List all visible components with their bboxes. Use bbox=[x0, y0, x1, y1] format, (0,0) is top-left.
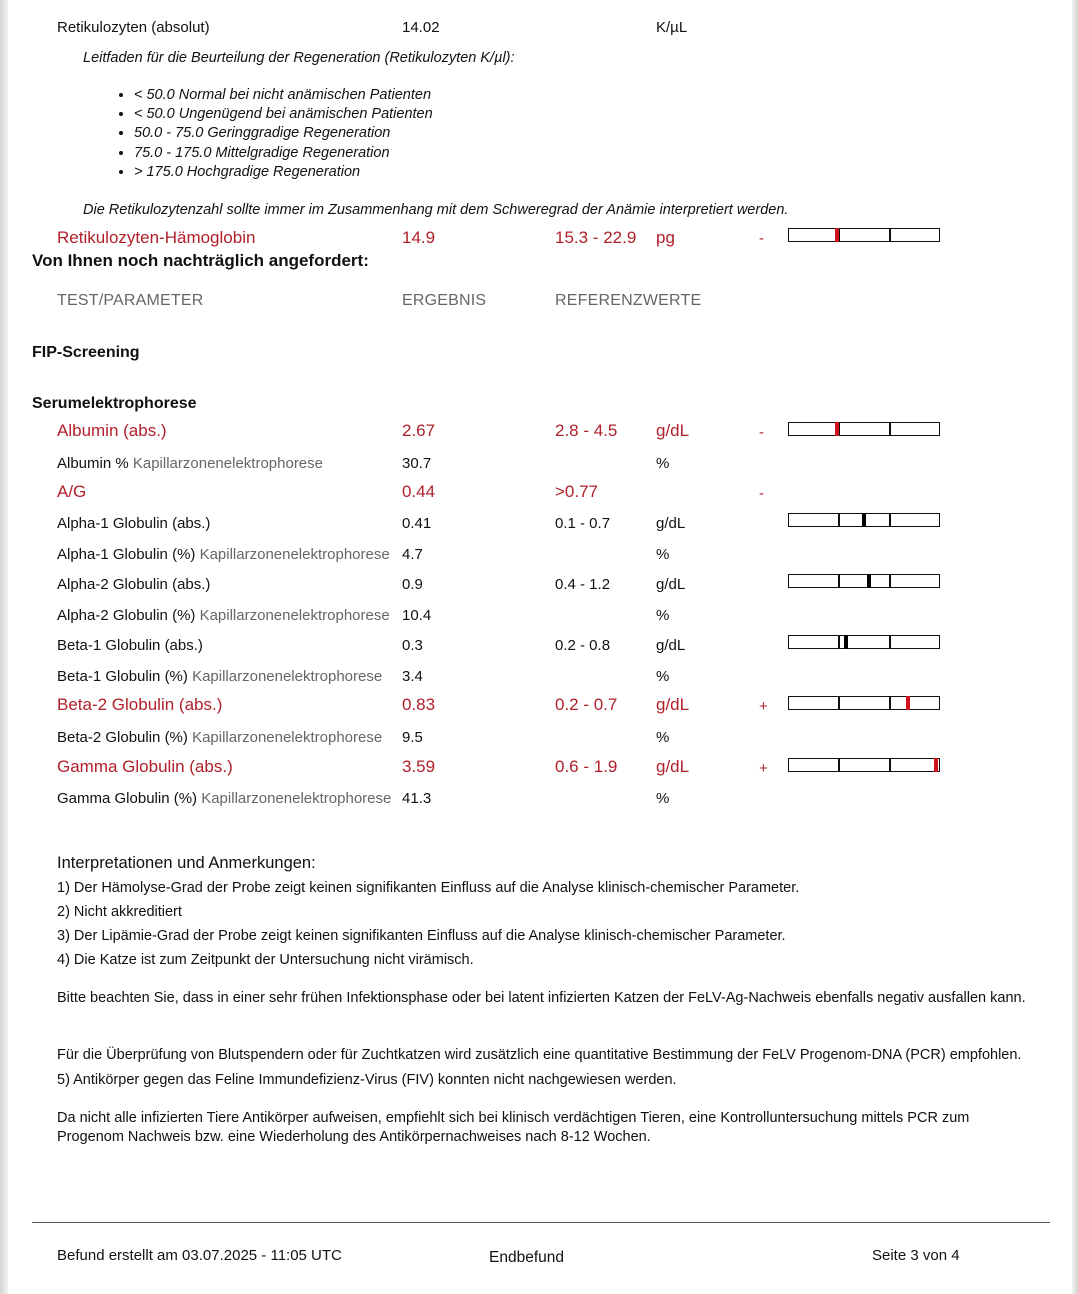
note-1: 1) Der Hämolyse-Grad der Probe zeigt keinen signifikanten Einfluss auf die Analyse klinisch-chemischer Parameter. bbox=[57, 880, 800, 896]
footer-status: Endbefund bbox=[489, 1249, 564, 1266]
row-unit: g/dL bbox=[656, 576, 686, 593]
row-label bbox=[57, 729, 382, 747]
row-unit: g/dL bbox=[656, 757, 690, 776]
guide-item: • < 50.0 Normal bei nicht anämischen Patienten bbox=[134, 86, 433, 105]
guide-item: • 75.0 - 175.0 Mittelgradige Regeneration bbox=[134, 144, 433, 163]
range-marker bbox=[934, 758, 938, 772]
row-flag: - bbox=[759, 424, 764, 441]
row-value: 41.3 bbox=[402, 790, 432, 807]
row-unit: % bbox=[656, 668, 670, 685]
range-divider bbox=[838, 514, 840, 526]
range-marker bbox=[835, 422, 839, 436]
footer-created: Befund erstellt am 03.07.2025 - 11:05 UTC bbox=[57, 1247, 342, 1264]
range-marker bbox=[906, 696, 910, 710]
requested-heading: Von Ihnen noch nachträglich angefordert: bbox=[32, 251, 369, 270]
row-label bbox=[57, 757, 233, 777]
retic-hgb-unit: pg bbox=[656, 228, 675, 247]
note-4: 4) Die Katze ist zum Zeitpunkt der Untersuchung nicht virämisch. bbox=[57, 952, 474, 968]
footer-divider bbox=[32, 1222, 1050, 1223]
row-label-method: Kapillarzonenelektrophorese bbox=[187, 729, 383, 746]
row-label bbox=[57, 576, 210, 594]
row-unit: % bbox=[656, 455, 670, 472]
row-label bbox=[57, 455, 323, 473]
row-label-main: Albumin (abs.) bbox=[57, 421, 167, 440]
row-value: 4.7 bbox=[402, 546, 423, 563]
row-label bbox=[57, 515, 210, 533]
row-unit: g/dL bbox=[656, 637, 686, 654]
guide-list bbox=[112, 86, 433, 182]
row-label-method: Kapillarzonenelektrophorese bbox=[195, 546, 390, 563]
retic-hgb-flag: - bbox=[759, 230, 764, 247]
row-label-main: Alpha-2 Globulin (abs.) bbox=[57, 576, 211, 593]
row-label bbox=[57, 482, 86, 502]
row-label-main: Alpha-1 Globulin (%) bbox=[57, 546, 196, 563]
row-label-main: Gamma Globulin (abs.) bbox=[57, 757, 233, 776]
notes-title: Interpretationen und Anmerkungen: bbox=[57, 854, 316, 872]
range-divider bbox=[889, 229, 891, 241]
row-ref: 0.4 - 1.2 bbox=[555, 576, 611, 593]
range-bar bbox=[788, 758, 940, 772]
row-flag: + bbox=[759, 698, 768, 715]
row-flag: - bbox=[759, 485, 764, 502]
row-label bbox=[57, 546, 390, 564]
row-label-main: Albumin % bbox=[57, 455, 129, 472]
row-unit: % bbox=[656, 546, 670, 563]
row-value: 0.3 bbox=[402, 637, 423, 654]
row-unit: g/dL bbox=[656, 695, 690, 714]
range-bar bbox=[788, 422, 940, 436]
row-ref: 0.2 - 0.7 bbox=[555, 695, 618, 714]
range-marker bbox=[835, 228, 839, 242]
range-divider bbox=[838, 575, 840, 587]
row-label-method: Kapillarzonenelektrophorese bbox=[128, 455, 323, 472]
guide-item: • 50.0 - 75.0 Geringgradige Regeneration bbox=[134, 124, 433, 143]
retic-hgb-range-bar bbox=[788, 228, 940, 242]
row-flag: + bbox=[759, 760, 768, 777]
range-marker bbox=[867, 574, 871, 588]
page-edge-right bbox=[1072, 0, 1078, 1294]
col-header-ref: REFERENZWERTE bbox=[555, 292, 702, 309]
retic-hgb-ref: 15.3 - 22.9 bbox=[555, 228, 637, 247]
row-unit: g/dL bbox=[656, 421, 690, 440]
range-divider bbox=[889, 759, 891, 771]
row-label-main: Beta-2 Globulin (abs.) bbox=[57, 695, 223, 714]
row-ref: 2.8 - 4.5 bbox=[555, 421, 618, 440]
range-bar bbox=[788, 635, 940, 649]
row-label-main: Alpha-1 Globulin (abs.) bbox=[57, 515, 211, 532]
range-bar bbox=[788, 696, 940, 710]
row-ref: 0.6 - 1.9 bbox=[555, 757, 618, 776]
row-value: 9.5 bbox=[402, 729, 423, 746]
sep-heading: Serumelektrophorese bbox=[32, 395, 197, 412]
row-value: 0.41 bbox=[402, 515, 432, 532]
row-value: 10.4 bbox=[402, 607, 432, 624]
row-ref: >0.77 bbox=[555, 482, 599, 501]
range-marker bbox=[844, 635, 848, 649]
range-divider bbox=[838, 697, 840, 709]
row-label-method: Kapillarzonenelektrophorese bbox=[187, 668, 383, 685]
row-label-method: Kapillarzonenelektrophorese bbox=[195, 607, 390, 624]
range-divider bbox=[889, 636, 891, 648]
row-value: 30.7 bbox=[402, 455, 432, 472]
row-label bbox=[57, 695, 222, 715]
guide-item: • < 50.0 Ungenügend bei anämischen Patienten bbox=[134, 105, 433, 124]
row-value: 2.67 bbox=[402, 421, 436, 440]
guide-title: Leitfaden für die Beurteilung der Regeneration (Retikulozyten K/µl): bbox=[83, 50, 515, 66]
row-label-main: A/G bbox=[57, 482, 87, 501]
row-label bbox=[57, 790, 391, 808]
note-pcr-paragraph: Für die Überprüfung von Blutspendern oder für Zuchtkatzen wird zusätzlich eine quantitative Bestimmung der FeLV Progenom-DNA (PCR) empfohlen. bbox=[57, 1047, 1022, 1063]
row-value: 0.44 bbox=[402, 482, 436, 501]
note-3: 3) Der Lipämie-Grad der Probe zeigt keinen signifikanten Einfluss auf die Analyse klinisch-chemischer Parameter. bbox=[57, 928, 786, 944]
row-value: 3.4 bbox=[402, 668, 423, 685]
row-value: 0.9 bbox=[402, 576, 423, 593]
row-label-method: Kapillarzonenelektrophorese bbox=[197, 790, 392, 807]
range-divider bbox=[889, 514, 891, 526]
note-2: 2) Nicht akkreditiert bbox=[57, 904, 182, 920]
range-divider bbox=[838, 636, 840, 648]
retic-hgb-value: 14.9 bbox=[402, 228, 436, 247]
row-ref: 0.1 - 0.7 bbox=[555, 515, 611, 532]
row-label-main: Gamma Globulin (%) bbox=[57, 790, 198, 807]
row-ref: 0.2 - 0.8 bbox=[555, 637, 611, 654]
row-value: 0.83 bbox=[402, 695, 436, 714]
range-divider bbox=[889, 575, 891, 587]
retic-hgb-label: Retikulozyten-Hämoglobin bbox=[57, 228, 256, 247]
row-label bbox=[57, 637, 203, 655]
fip-heading: FIP-Screening bbox=[32, 344, 140, 361]
row-label bbox=[57, 607, 390, 625]
page-edge-left bbox=[0, 0, 8, 1294]
row-label-main: Alpha-2 Globulin (%) bbox=[57, 607, 196, 624]
row-label bbox=[57, 421, 167, 441]
range-bar bbox=[788, 574, 940, 588]
range-bar bbox=[788, 513, 940, 527]
row-label-main: Beta-2 Globulin (%) bbox=[57, 729, 188, 746]
range-divider bbox=[838, 759, 840, 771]
row-label-main: Beta-1 Globulin (%) bbox=[57, 668, 188, 685]
retic-abs-label: Retikulozyten (absolut) bbox=[57, 19, 210, 36]
note-5: 5) Antikörper gegen das Feline Immundefizienz-Virus (FIV) konnten nicht nachgewiesen werden. bbox=[57, 1072, 677, 1088]
retic-abs-value: 14.02 bbox=[402, 19, 440, 36]
note-felv-paragraph: Bitte beachten Sie, dass in einer sehr frühen Infektionsphase oder bei latent infizierten Katzen der FeLV-Ag-Nachweis ebenfalls negativ ausfallen kann. bbox=[57, 990, 1026, 1006]
footer-page: Seite 3 von 4 bbox=[872, 1247, 960, 1264]
guide-item: • > 175.0 Hochgradige Regeneration bbox=[134, 163, 433, 182]
row-label-main: Beta-1 Globulin (abs.) bbox=[57, 637, 203, 654]
range-marker bbox=[862, 513, 866, 527]
row-unit: g/dL bbox=[656, 515, 686, 532]
row-unit: % bbox=[656, 790, 670, 807]
row-value: 3.59 bbox=[402, 757, 436, 776]
col-header-result: ERGEBNIS bbox=[402, 292, 487, 309]
col-header-test: TEST/PARAMETER bbox=[57, 292, 204, 309]
note-fiv-paragraph: Da nicht alle infizierten Tiere Antikörper aufweisen, empfiehlt sich bei klinisch verdächtigen Tieren, eine Kontrolluntersuchung mittels PCR zum Progenom Nachweis bzw. eine Wiederholung des Antikörpernachweises nach 8-12 Wochen. bbox=[57, 1110, 970, 1145]
guide-note: Die Retikulozytenzahl sollte immer im Zusammenhang mit dem Schweregrad der Anämie interpretiert werden. bbox=[83, 202, 789, 218]
row-label bbox=[57, 668, 382, 686]
range-divider bbox=[889, 423, 891, 435]
row-unit: % bbox=[656, 729, 670, 746]
range-divider bbox=[889, 697, 891, 709]
retic-abs-unit: K/µL bbox=[656, 19, 688, 36]
row-unit: % bbox=[656, 607, 670, 624]
